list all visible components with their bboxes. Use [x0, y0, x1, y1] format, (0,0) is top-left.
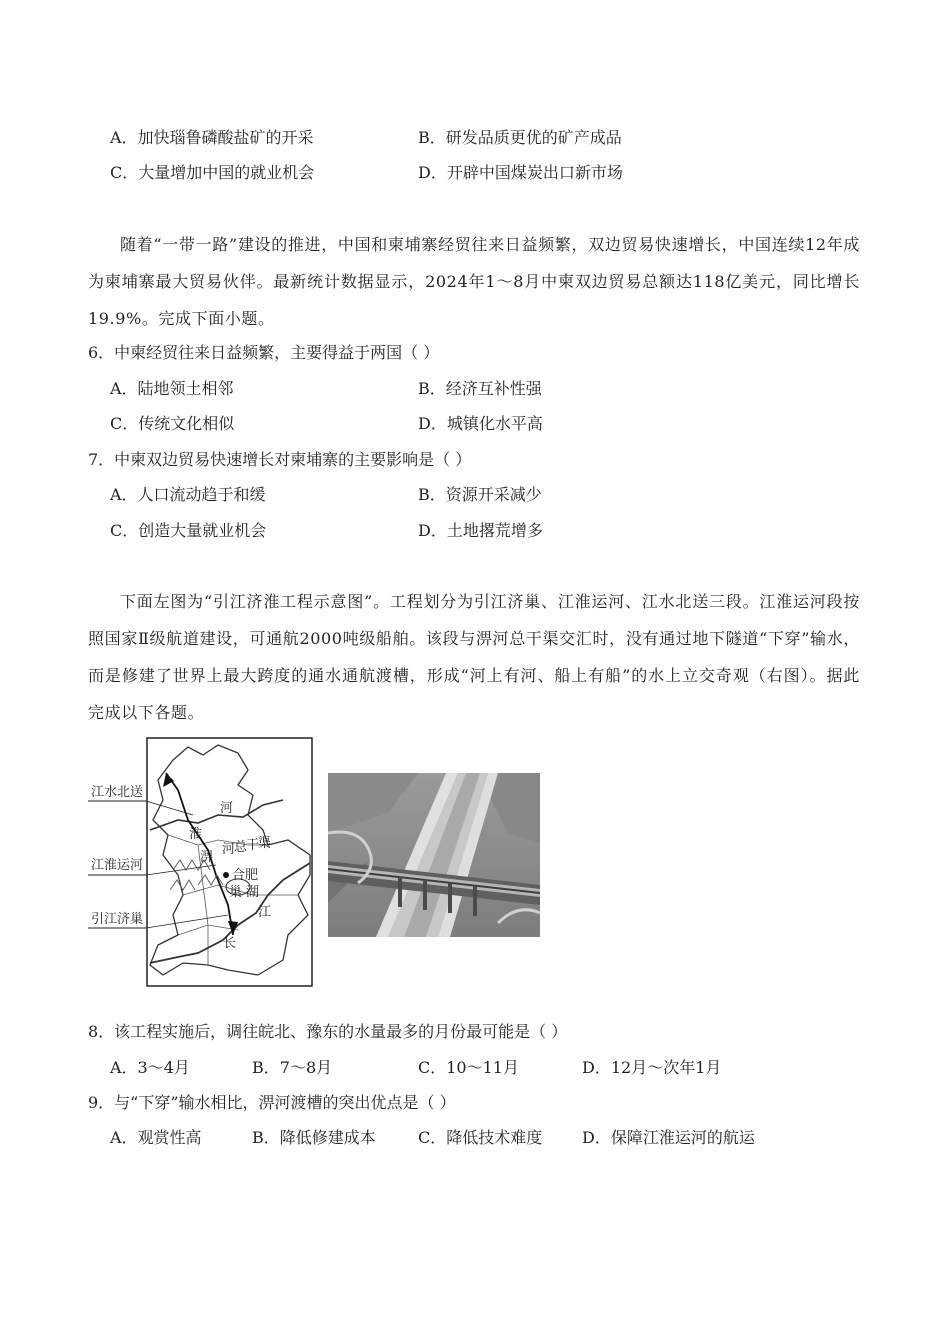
q7-option-c[interactable]: C．创造大量就业机会: [110, 521, 267, 540]
map-label-canal: 江淮运河: [91, 858, 144, 873]
q5-option-d[interactable]: D．开辟中国煤炭出口新市场: [418, 163, 623, 182]
q5-option-c[interactable]: C．大量增加中国的就业机会: [110, 163, 315, 182]
aqueduct-photo: [328, 773, 540, 937]
q8-stem: 8．该工程实施后，调往皖北、豫东的水量最多的月份最可能是（ ）: [88, 1022, 568, 1041]
q9-option-row: [110, 1126, 870, 1150]
map-pihe-char-4: 干: [246, 838, 260, 853]
project-schematic-map: [88, 735, 320, 990]
map-pihe-char-5: 渠: [258, 836, 272, 851]
map-chao-char-2: 湖: [246, 885, 260, 900]
q6-option-row-2: [110, 412, 870, 436]
q7-stem: 7．中柬双边贸易快速增长对柬埔寨的主要影响是（ ）: [88, 450, 472, 469]
map-river-chang: 长: [223, 936, 237, 951]
photo-svg: [328, 773, 540, 937]
q6-option-row-1: [110, 377, 870, 401]
map-svg: [88, 735, 320, 990]
q6-option-c[interactable]: C．传统文化相似: [110, 414, 235, 433]
passage-cambodia-trade: 随着“一带一路”建设的推进，中国和柬埔寨经贸往来日益频繁，双边贸易快速增长，中国连续12年成为柬埔寨最大贸易伙伴。最新统计数据显示，2024年1～8月中柬双边贸易总额达118亿美元，同比增长19.9%。完成下面小题。: [88, 235, 860, 328]
map-label-chao-diversion: 引江济巢: [91, 912, 144, 927]
q6-option-d[interactable]: D．城镇化水平高: [418, 414, 543, 433]
map-city-hefei: 合肥: [232, 868, 259, 883]
q7-option-d[interactable]: D．土地撂荒增多: [418, 521, 543, 540]
q8-option-b[interactable]: B．7～8月: [252, 1058, 333, 1077]
map-label-north-transfer: 江水北送: [91, 785, 144, 800]
q5-option-row-2: [110, 161, 870, 185]
q9-option-b[interactable]: B．降低修建成本: [252, 1128, 376, 1147]
q6-option-a[interactable]: A．陆地领土相邻: [110, 379, 234, 398]
q9-stem: 9．与“下穿”输水相比，淠河渡槽的突出优点是（ ）: [88, 1093, 456, 1112]
q8-option-a[interactable]: A．3～4月: [110, 1058, 190, 1077]
q6-option-b[interactable]: B．经济互补性强: [418, 379, 542, 398]
q7-option-row-2: [110, 519, 870, 543]
q8-option-d[interactable]: D．12月～次年1月: [582, 1058, 722, 1077]
map-pihe-char-3: 总: [234, 840, 248, 855]
q8-option-c[interactable]: C．10～11月: [418, 1058, 519, 1077]
map-pihe-char-1: 淠: [200, 850, 214, 865]
map-river-jiang: 江: [258, 905, 272, 920]
q7-option-b[interactable]: B．资源开采减少: [418, 485, 542, 504]
map-river-he: 河: [220, 801, 234, 816]
map-pihe-char-2: 河: [222, 842, 236, 857]
q9-option-a[interactable]: A．观赏性高: [110, 1128, 202, 1147]
q9-option-d[interactable]: D．保障江淮运河的航运: [582, 1128, 755, 1147]
map-chao-char-1: 巢: [229, 885, 243, 900]
q5-option-a[interactable]: A．加快瑙鲁磷酸盐矿的开采: [110, 128, 314, 147]
q7-option-row-1: [110, 483, 870, 507]
q7-option-a[interactable]: A．人口流动趋于和缓: [110, 485, 266, 504]
q5-option-row-1: [110, 126, 870, 150]
map-river-huai: 淮: [189, 827, 203, 842]
passage-yangtze-huai-project: 下面左图为“引江济淮工程示意图”。工程划分为引江济巢、江淮运河、江水北送三段。江淮运河段按照国家Ⅱ级航道建设，可通航2000吨级船舶。该段与淠河总干渠交汇时，没有通过地下隧道“下穿”输水，而是修建了世界上最大跨度的通水通航渡槽，形成“河上有河、船上有船”的水上立交奇观（右图）。据此完成以下各题。: [88, 592, 860, 722]
q8-option-row: [110, 1056, 870, 1080]
q9-option-c[interactable]: C．降低技术难度: [418, 1128, 543, 1147]
q6-stem: 6．中柬经贸往来日益频繁，主要得益于两国（ ）: [88, 343, 440, 362]
q5-option-b[interactable]: B．研发品质更优的矿产成品: [418, 128, 622, 147]
